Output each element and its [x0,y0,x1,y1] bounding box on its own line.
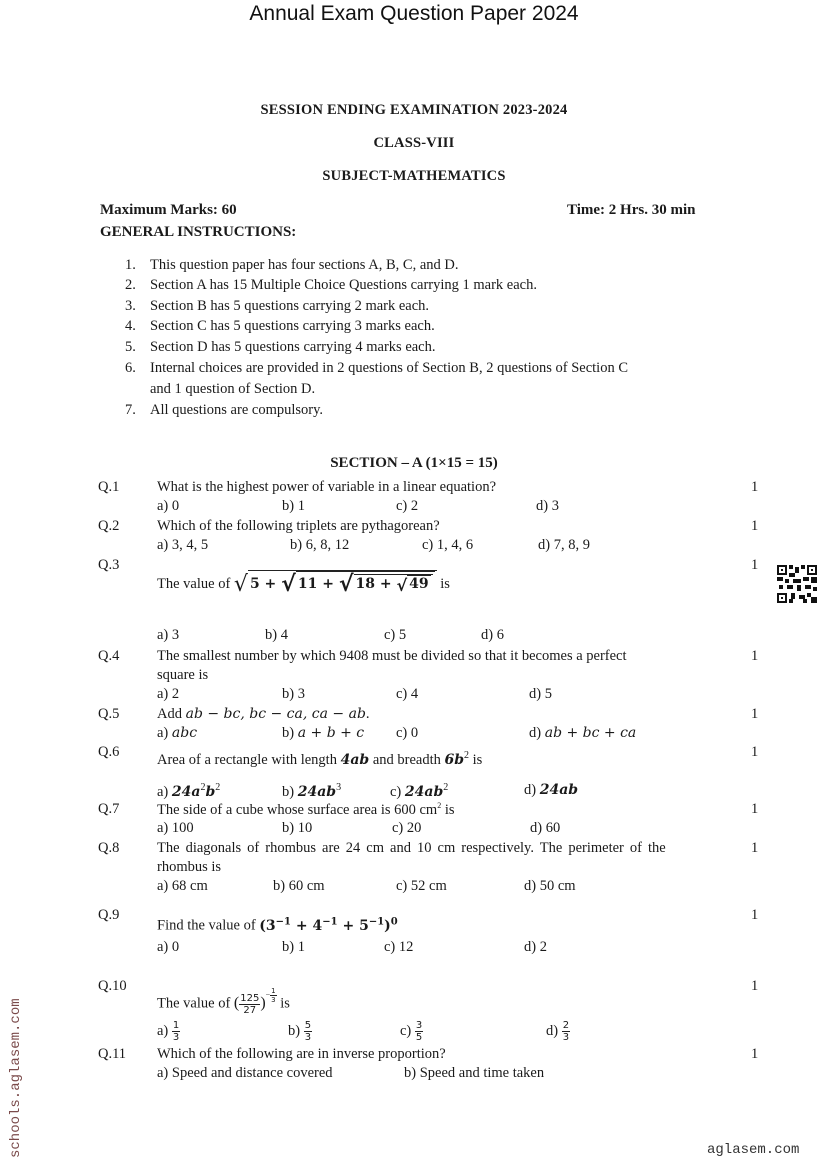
option-d: d) 6 [481,627,504,643]
question-number: Q.3 [98,557,120,573]
exam-title: SESSION ENDING EXAMINATION 2023-2024 [260,102,568,118]
option-d: d) $\frac{2}{3}$ [546,1020,570,1043]
option-d: d) ab + bc + ca [529,725,637,741]
option-b: b) $\frac{5}{3}$ [288,1020,312,1043]
option-b: b) a + b + c [282,725,365,741]
question-number: Q.6 [98,744,120,760]
question-marks: 1 [751,1046,759,1062]
question-number: Q.11 [98,1046,127,1062]
option-c: c) 52 cm [396,878,447,894]
option-a: a) 0 [157,498,180,514]
question-number: Q.1 [98,479,120,495]
question-text-continuation: square is [157,667,209,683]
exponent-expression: $(3^{-1} + 4^{-1} + 5^{-1})^0$ [259,916,398,934]
qr-code-icon [777,565,817,603]
option-a: a) 0 [157,939,180,955]
option-a: a) $\frac{1}{3}$ [157,1020,180,1043]
subject-title: SUBJECT-MATHEMATICS [322,168,506,184]
question-text-continuation: rhombus is [157,859,222,875]
nested-radical-expression: 5 + √ 11 + √ 18 + √ 49 [248,570,437,597]
option-c: c) 20 [392,820,422,836]
question-marks: 1 [751,978,759,994]
option-a: a) Speed and distance covered [157,1065,333,1081]
option-b: b) 4 [265,627,288,643]
option-b: b) 60 cm [273,878,325,894]
option-c: c) 5 [384,627,407,643]
option-b: b) 6, 8, 12 [290,537,350,553]
option-a: a) abc [157,725,198,741]
question-number: Q.10 [98,978,127,994]
question-number: Q.5 [98,706,120,722]
option-b: b) Speed and time taken [404,1065,545,1081]
option-c: c) 4 [396,686,419,702]
option-a: a) 68 cm [157,878,208,894]
question-text: The smallest number by which 9408 must be divided so that it becomes a perfect [157,648,627,664]
question-number: Q.2 [98,518,120,534]
question-marks: 1 [751,518,759,534]
option-a: a) 2 [157,686,180,702]
option-a: a) 3, 4, 5 [157,537,209,553]
question-marks: 1 [751,907,759,923]
question-number: Q.9 [98,907,120,923]
side-watermark: schools.aglasem.com [8,998,24,1158]
option-c: c) 1, 4, 6 [422,537,474,553]
question-number: Q.7 [98,801,120,817]
radical-icon: √ [396,576,408,595]
option-c: c) $24ab^2$ [390,782,449,800]
option-b: b) 1 [282,939,305,955]
radical-icon: √ [338,572,354,597]
option-b: b) $24ab^3$ [282,782,342,800]
option-a: a) $24a^2b^2$ [157,782,221,800]
option-d: d) 24ab [524,782,579,798]
question-text: The value of √ 5 + √ 11 + √ 18 + √ 49 is [157,572,450,597]
option-d: d) 7, 8, 9 [538,537,590,553]
class-title: CLASS-VIII [373,135,455,151]
option-b: b) 3 [282,686,305,702]
question-text: What is the highest power of variable in a linear equation? [157,479,497,495]
option-d: d) 60 [530,820,561,836]
question-marks: 1 [751,648,759,664]
question-text: The side of a cube whose surface area is 600 $cm^2$ is [157,801,455,818]
time-allowed: Time: 2 Hrs. 30 min [567,202,696,218]
option-d: d) 2 [524,939,547,955]
option-c: c) 0 [396,725,419,741]
option-c: c) 2 [396,498,419,514]
question-text: The diagonals of rhombus are 24 cm and 10 cm respectively. The perimeter of the [157,840,666,856]
max-marks: Maximum Marks: 60 [100,202,237,218]
option-a: a) 100 [157,820,194,836]
question-marks: 1 [751,479,759,495]
question-text: The value of ( $\frac{125}{27}$ )$^{- \frac{1}{3}}$ is [157,987,290,1016]
option-b: b) 10 [282,820,313,836]
option-c: c) 12 [384,939,414,955]
instructions-heading: GENERAL INSTRUCTIONS: [100,224,297,240]
fraction: $\frac{125}{27}$ [240,992,260,1016]
section-a-title: SECTION – A (1×15 = 15) [330,455,498,471]
question-text: Add ab − bc, bc − ca, ca − ab. [157,706,370,722]
question-marks: 1 [751,744,759,760]
option-d: d) 3 [536,498,559,514]
radical-icon: √ [281,572,296,597]
question-marks: 1 [751,706,759,722]
radical-icon: √ [233,572,248,597]
option-c: c) $\frac{3}{5}$ [400,1020,423,1043]
question-number: Q.8 [98,840,120,856]
footer-watermark: aglasem.com [707,1142,800,1158]
question-marks: 1 [751,557,759,573]
question-text: Which of the following are in inverse proportion? [157,1046,446,1062]
question-number: Q.4 [98,648,120,664]
question-marks: 1 [751,801,759,817]
page-banner-title: Annual Exam Question Paper 2024 [249,2,579,25]
question-text: Find the value of $(3^{-1} + 4^{-1} + 5^{-1})^0$ [157,916,398,934]
question-text: Which of the following triplets are pythagorean? [157,518,440,534]
question-marks: 1 [751,840,759,856]
question-text: Area of a rectangle with length 4ab and breadth $6b^2$ is [157,750,483,768]
option-d: d) 5 [529,686,552,702]
option-b: b) 1 [282,498,305,514]
option-d: d) 50 cm [524,878,576,894]
option-a: a) 3 [157,627,180,643]
